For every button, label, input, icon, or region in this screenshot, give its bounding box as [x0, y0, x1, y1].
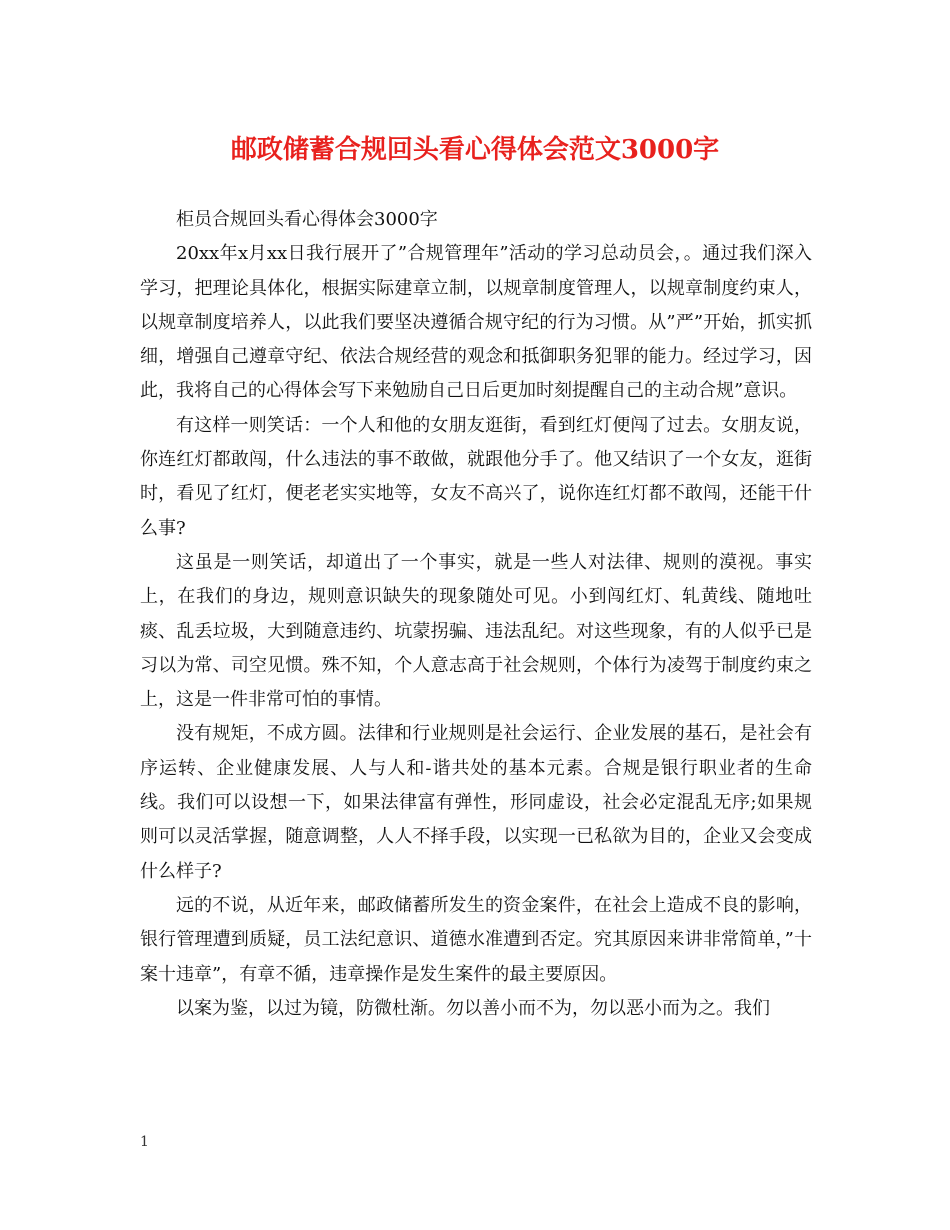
body-paragraph: 20xx年x月xx日我行展开了”合规管理年”活动的学习总动员会，。通过我们深入学习，把理论具体化，根据实际建章立制，以规章制度管理人，以规章制度约束人，以规章制度培养人，以此我们要坚决遵循合规守纪的行为习惯。从”严”开始，抓实抓细，增强自己遵章守纪、依法合规经营的观念和抵御职务犯罪的能力。经过学习，因此，我将自己的心得体会写下来勉励自己日后更加时刻提醒自己的主动合规”意识。 [140, 243, 812, 402]
body-paragraph: 有这样一则笑话：一个人和他的女朋友逛街，看到红灯便闯了过去。女朋友说，你连红灯都敢闯，什么违法的事不敢做，就跟他分手了。他又结识了一个女友，逛街时，看见了红灯，便老老实实地等，女友不高兴了，说你连红灯都不敢闯，还能干什么事? [140, 414, 812, 539]
body-paragraph: 远的不说，从近年来，邮政储蓄所发生的资金案件，在社会上造成不良的影响，银行管理遭到质疑，员工法纪意识、道德水准遭到否定。究其原因来讲非常简单，”十案十违章”，有章不循，违章操作是发生案件的最主要原因。 [140, 894, 812, 985]
subtitle-paragraph: 柜员合规回头看心得体会3000字 [176, 209, 438, 230]
document-title: 邮政储蓄合规回头看心得体会范文3000字 [230, 135, 720, 165]
body-paragraph: 没有规矩，不成方圆。法律和行业规则是社会运行、企业发展的基石，是社会有序运转、企业健康发展、人与人和-谐共处的基本元素。合规是银行职业者的生命线。我们可以设想一下，如果法律富有弹性，形同虚设，社会必定混乱无序;如果规则可以灵活掌握，随意调整，人人不择手段，以实现一已私欲为目的，企业又会变成什么样子? [140, 723, 812, 882]
body-paragraph: 这虽是一则笑话，却道出了一个事实，就是一些人对法律、规则的漠视。事实上，在我们的身边，规则意识缺失的现象随处可见。小到闯红灯、轧黄线、随地吐痰、乱丢垃圾，大到随意违约、坑蒙拐骗、违法乱纪。对这些现象，有的人似乎已是习以为常、司空见惯。殊不知，个人意志高于社会规则，个体行为凌驾于制度约束之上，这是一件非常可怕的事情。 [140, 551, 812, 711]
body-paragraph: 以案为鉴，以过为镜，防微杜渐。勿以善小而不为，勿以恶小而为之。我们 [176, 997, 770, 1019]
page-number: 1 [140, 1134, 149, 1150]
document-body [140, 203, 812, 1026]
